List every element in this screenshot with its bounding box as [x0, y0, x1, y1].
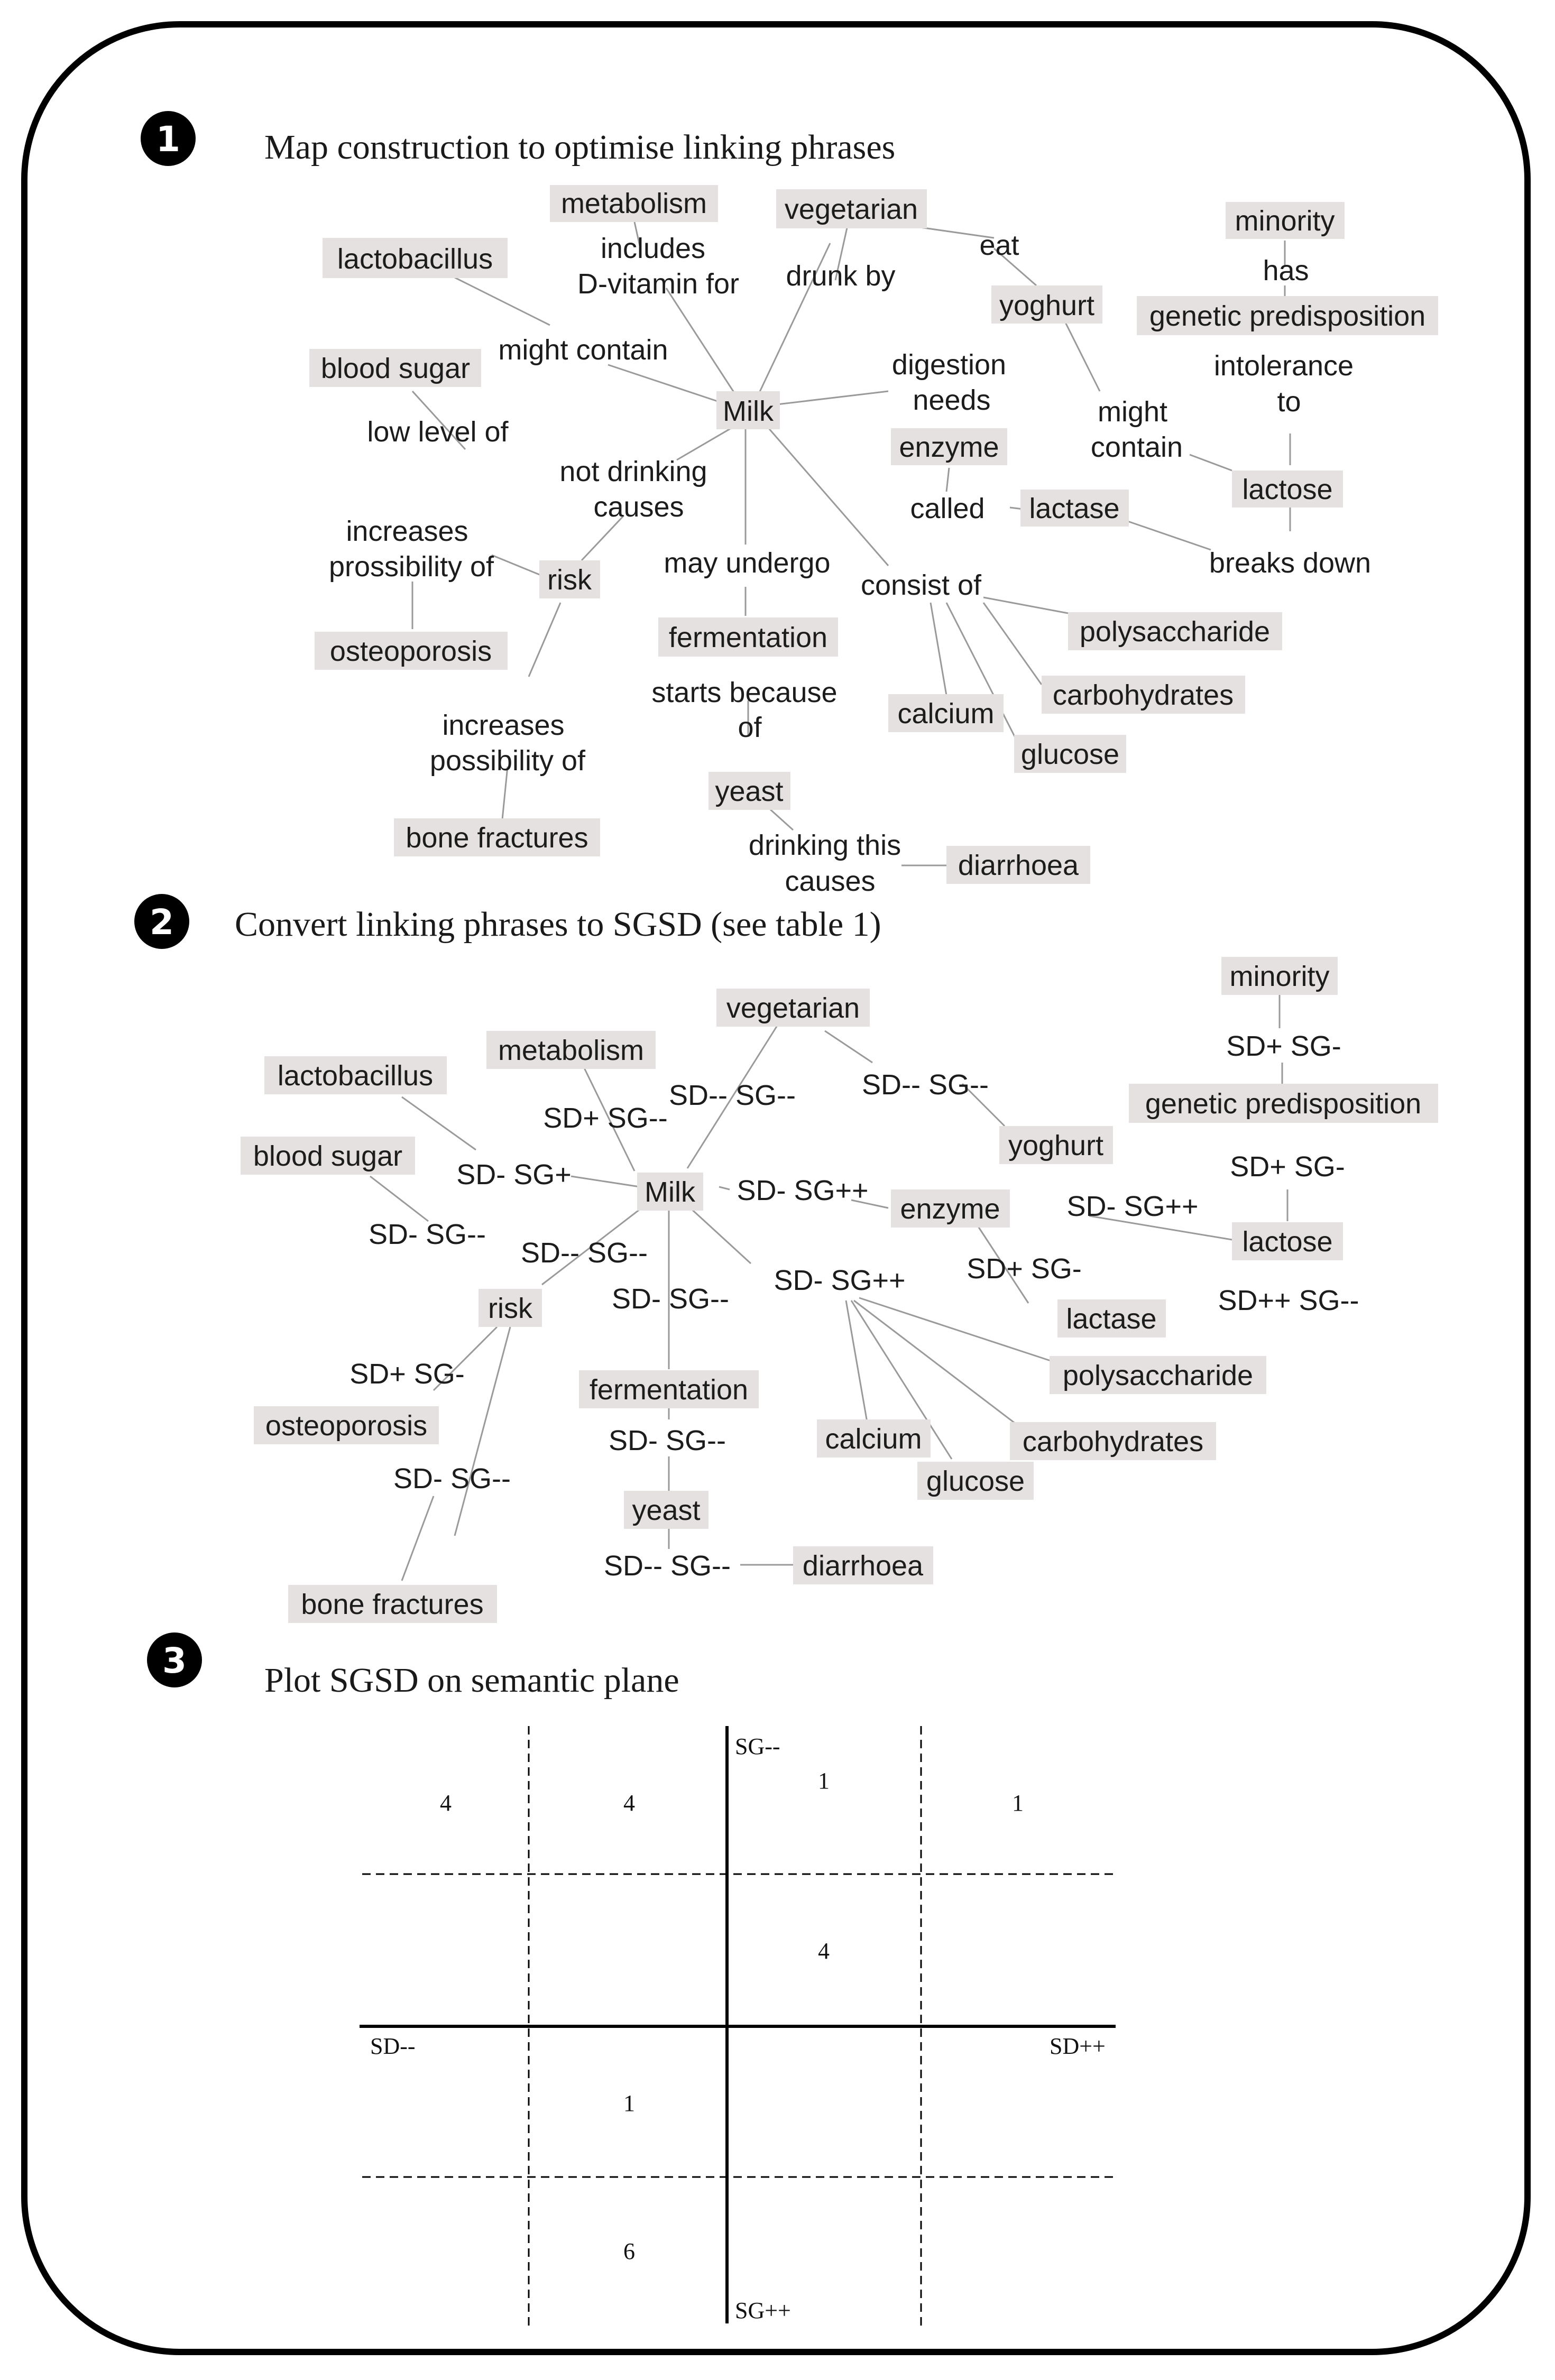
node-calcium: calcium — [897, 698, 995, 730]
node-diarrhoea: diarrhoea — [958, 850, 1079, 881]
node-yeast: yeast — [715, 776, 784, 807]
link-intolerance: intolerance — [1213, 350, 1354, 382]
axis-label-sd-plus: SD++ — [1050, 2033, 1106, 2059]
node-risk: risk — [547, 564, 592, 596]
node2-milk: Milk — [645, 1176, 695, 1208]
link-low-level-of: low level of — [367, 416, 509, 448]
link-breaks-down: breaks down — [1209, 547, 1372, 579]
edge — [1126, 521, 1211, 550]
node2-minority: minority — [1229, 961, 1330, 992]
edge — [608, 365, 719, 402]
cell-count: 4 — [818, 1938, 830, 1964]
link-prossibility-of: prossibility of — [328, 551, 494, 583]
node-osteoporosis: osteoporosis — [329, 635, 492, 667]
node2-lactose: lactose — [1242, 1226, 1333, 1258]
sgsd-milk-risk: SD-- SG-- — [521, 1237, 648, 1269]
step-3-header — [147, 1632, 679, 1700]
edge — [931, 603, 946, 695]
step-2-title: Convert linking phrases to SGSD (see table 1) — [235, 905, 881, 944]
link-increases-2: increases — [442, 709, 565, 741]
link-may-undergo: may undergo — [664, 547, 831, 579]
edge — [687, 1205, 751, 1263]
sgsd-lactase-lactose: SD++ SG-- — [1218, 1285, 1359, 1316]
sgsd-minority-genetic: SD+ SG- — [1226, 1030, 1341, 1062]
sgsd-milk-lactobacillus: SD- SG+ — [456, 1159, 572, 1191]
link-not-drinking: not drinking — [559, 456, 707, 487]
node2-fermentation: fermentation — [589, 1374, 749, 1406]
link-contain: contain — [1090, 431, 1183, 463]
semantic-plane — [360, 1726, 1116, 2326]
node2-diarrhoea: diarrhoea — [802, 1550, 924, 1582]
node-glucose: glucose — [1020, 739, 1120, 770]
node2-yeast: yeast — [632, 1495, 701, 1526]
link-causes: causes — [593, 491, 684, 523]
sgsd-consist: SD- SG++ — [774, 1265, 906, 1296]
sgsd-blood-risk: SD- SG-- — [369, 1219, 486, 1250]
axis-label-sg-plus: SG++ — [735, 2298, 791, 2323]
node-lactose: lactose — [1242, 474, 1333, 505]
sgsd-fermentation-yeast: SD- SG-- — [609, 1425, 726, 1456]
link-starts-because: starts because — [651, 677, 838, 708]
sgsd-risk-bone: SD- SG-- — [393, 1463, 511, 1495]
cell-count: 1 — [623, 2090, 635, 2116]
link-possibility-of: possibility of — [429, 745, 586, 777]
cell-count: 4 — [623, 1790, 635, 1816]
node-fermentation: fermentation — [668, 622, 828, 653]
sgsd-milk-vegetarian: SD-- SG-- — [669, 1080, 796, 1111]
node-minority: minority — [1235, 205, 1335, 237]
cell-count: 6 — [623, 2238, 635, 2264]
sgsd-enzyme-lactase: SD+ SG- — [967, 1253, 1082, 1285]
node-lactobacillus: lactobacillus — [337, 243, 493, 275]
link-consist-of: consist of — [860, 569, 982, 601]
node2-lactase: lactase — [1066, 1303, 1157, 1335]
edge — [402, 1496, 434, 1581]
edge — [825, 1031, 872, 1063]
sgsd-milk-enzyme: SD- SG++ — [737, 1175, 869, 1206]
axis-label-sg-minus: SG-- — [735, 1733, 780, 1759]
sgsd-vegetarian-yoghurt: SD-- SG-- — [862, 1069, 989, 1101]
link-drunk-by: drunk by — [786, 260, 896, 292]
edge — [1190, 455, 1232, 471]
node-lactase: lactase — [1029, 493, 1120, 524]
step-1-title: Map construction to optimise linking phrases — [264, 128, 896, 167]
edge — [571, 1176, 640, 1187]
sgsd-milk-fermentation: SD- SG-- — [612, 1283, 729, 1315]
edge — [983, 597, 1068, 613]
sgsd-genetic-lactose: SD+ SG- — [1230, 1151, 1345, 1183]
cell-count: 1 — [818, 1768, 830, 1794]
link-has: has — [1263, 255, 1309, 287]
step-3-number: 3 — [162, 1640, 187, 1681]
link-of: of — [738, 712, 762, 743]
node2-calcium: calcium — [825, 1423, 922, 1455]
node2-blood-sugar: blood sugar — [253, 1140, 403, 1172]
edge — [764, 423, 888, 566]
node-genetic-predisposition: genetic predisposition — [1149, 300, 1426, 332]
step-1-header — [141, 111, 895, 167]
node2-polysaccharide: polysaccharide — [1062, 1360, 1254, 1391]
edge — [983, 603, 1042, 685]
link-causes-2: causes — [785, 865, 876, 897]
node2-osteoporosis: osteoporosis — [265, 1410, 428, 1442]
step-2-number: 2 — [150, 902, 174, 943]
node-carbohydrates: carbohydrates — [1052, 679, 1234, 711]
edge — [859, 1298, 1052, 1361]
edge — [529, 603, 560, 677]
cell-count: 1 — [1012, 1790, 1024, 1816]
edge — [946, 468, 949, 492]
sgsd-yeast-diarrhoea: SD-- SG-- — [604, 1550, 731, 1582]
node-enzyme: enzyme — [899, 431, 999, 463]
link-drinking-this: drinking this — [748, 829, 901, 861]
link-increases-1: increases — [346, 515, 468, 547]
node2-glucose: glucose — [926, 1465, 1025, 1497]
link-called: called — [910, 493, 985, 524]
node2-risk: risk — [488, 1293, 532, 1324]
step-1-number: 1 — [156, 119, 180, 160]
node-vegetarian: vegetarian — [784, 193, 918, 225]
node2-lactobacillus: lactobacillus — [277, 1060, 434, 1092]
sgsd-milk-metabolism: SD+ SG-- — [543, 1102, 668, 1134]
node-yoghurt: yoghurt — [999, 290, 1095, 321]
node2-genetic-predisposition: genetic predisposition — [1145, 1088, 1422, 1120]
sgsd-yoghurt-lactose: SD- SG++ — [1066, 1191, 1199, 1222]
node2-vegetarian: vegetarian — [726, 992, 860, 1024]
node-metabolism: metabolism — [560, 188, 707, 219]
link-might: might — [1097, 396, 1168, 428]
edge — [719, 1187, 730, 1189]
node-bone-fractures: bone fractures — [406, 822, 588, 854]
step-2-header — [134, 894, 881, 949]
link-eat: eat — [979, 229, 1019, 261]
axis-label-sd-minus: SD-- — [370, 2033, 416, 2059]
node2-carbohydrates: carbohydrates — [1022, 1426, 1204, 1457]
edge — [777, 391, 888, 404]
link-to: to — [1277, 386, 1301, 418]
node2-enzyme: enzyme — [900, 1193, 1000, 1225]
node2-yoghurt: yoghurt — [1008, 1130, 1104, 1161]
node-milk: Milk — [723, 395, 774, 427]
edge — [370, 1176, 428, 1221]
link-d-vitamin-for: D-vitamin for — [577, 268, 740, 300]
node-polysaccharide: polysaccharide — [1079, 616, 1271, 648]
edge — [666, 288, 735, 394]
edge — [854, 1300, 1020, 1427]
link-needs: needs — [913, 384, 991, 416]
edge — [846, 1300, 867, 1422]
node-blood-sugar: blood sugar — [320, 353, 471, 384]
cell-count: 4 — [440, 1790, 452, 1816]
node2-bone-fractures: bone fractures — [301, 1589, 484, 1620]
link-digestion: digestion — [891, 349, 1007, 381]
step-3-title: Plot SGSD on semantic plane — [264, 1661, 679, 1700]
edge — [455, 278, 550, 325]
link-includes: includes — [600, 233, 706, 264]
node2-metabolism: metabolism — [498, 1035, 645, 1066]
link-might-contain: might contain — [498, 334, 668, 366]
sgsd-risk-osteoporosis: SD+ SG- — [349, 1358, 465, 1390]
